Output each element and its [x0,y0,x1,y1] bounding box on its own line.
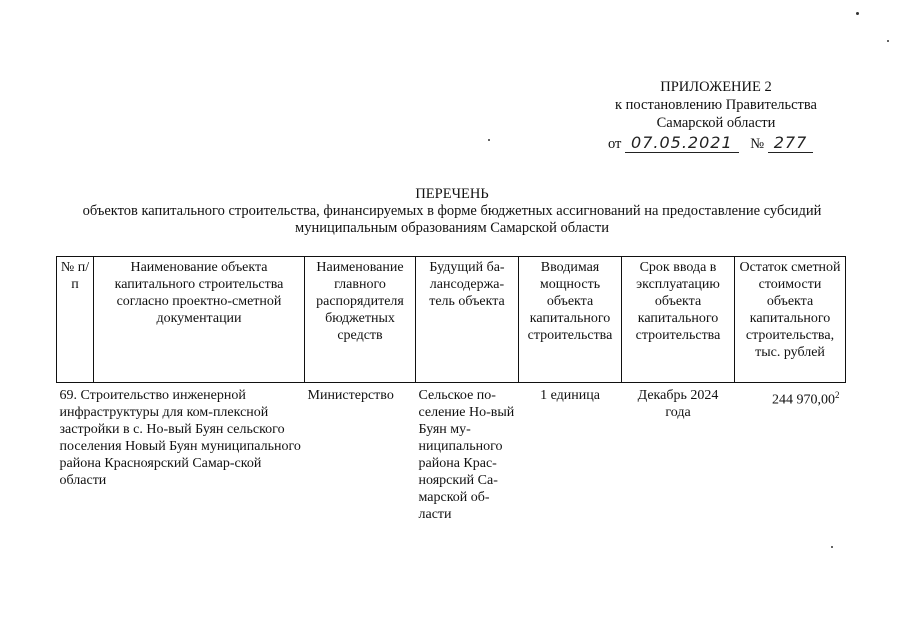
objects-table [56,256,846,523]
row-cost: 244 970,00 [772,392,835,408]
row-num: 69. [59,388,77,403]
row-term: Декабрь 2024 года [637,388,719,420]
row-cost-cell [735,383,846,524]
handwritten-number: 277 [768,133,814,153]
document-heading [40,186,864,237]
table-row [57,383,846,524]
header-distributor: Наименование главного распорядителя бюджетных средств [305,257,416,383]
scan-speck [887,40,889,42]
row-object-name: Строительство инженерной инфраструктуры для ком-плексной застройки в с. Но-вый Буян сельского поселения Новый Буян муниципального района Красноярский Самар-ской области [59,388,301,488]
header-object-name: Наименование объекта капитального строительства согласно проектно-сметной документации [94,257,305,383]
row-object-cell [57,383,305,524]
header-term: Срок ввода в эксплуатацию объекта капитального строительства [622,257,735,383]
header-cost: Остаток сметной стоимости объекта капитального строительства, тыс. рублей [735,257,846,383]
appendix-title: ПРИЛОЖЕНИЕ 2 [660,79,772,95]
appendix-block [586,78,846,153]
heading-subtitle-line2: муниципальным образованиям Самарской области [295,220,609,236]
heading-title: ПЕРЕЧЕНЬ [415,186,489,202]
heading-subtitle-line1: объектов капитального строительства, финансируемых в форме бюджетных ассигнований на предоставление субсидий [82,203,822,219]
appendix-resolution-line: к постановлению Правительства [615,97,817,113]
header-num: № п/п [57,257,94,383]
header-capacity: Вводимая мощность объекта капитального строительства [519,257,622,383]
scan-speck [488,139,490,141]
row-cost-footnote: 2 [835,390,840,400]
number-label: № [750,136,765,152]
handwritten-date: 07.05.2021 [625,133,739,153]
scan-speck [856,12,859,15]
from-label: от [608,136,622,152]
row-holder: Сельское по-селение Но-вый Буян му-ниципального района Крас-ноярский Са-марской об-ласти [418,388,515,522]
appendix-region-line: Самарской области [656,115,776,131]
row-capacity: 1 единица [540,388,600,403]
row-distributor: Министерство [307,388,394,403]
header-holder: Будущий ба-лансодержа-тель объекта [416,257,519,383]
table-header-row [57,257,846,383]
scan-speck [831,546,833,548]
appendix-date-line [586,134,846,153]
